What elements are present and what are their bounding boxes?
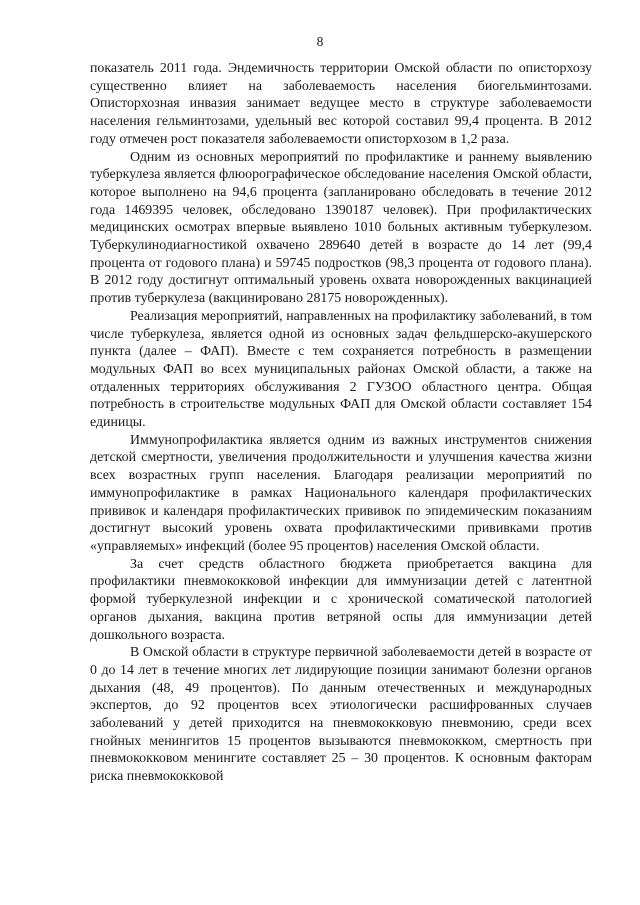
paragraph-regional-vaccine-budget: За счет средств областного бюджета приобретается вакцина для профилактики пневмококковой инфекции для иммунизации детей с латентной формой туберкулезной инфекции и с хронической соматической патологией органов дыхания, вакцина против ветряной оспы для иммунизации детей дошкольного возраста. (90, 556, 592, 643)
paragraph-respiratory-morbidity: В Омской области в структуре первичной заболеваемости детей в возрасте от 0 до 14 лет в течение многих лет лидирующие позиции занимают болезни органов дыхания (48, 49 процентов). По данным отечественных и международных экспертов, до 92 процентов всех этиологически расшифрованных случаев заболеваний у детей приходится на пневмококковую пневмонию, среди всех гнойных менингитов 15 процентов вызываются пневмококком, смертность при пневмококковом менингите составляет 25 – 30 процентов. К основным факторам риска пневмококковой (90, 645, 592, 785)
paragraph-opisthorchiasis: показатель 2011 года. Эндемичность территории Омской области по описторхозу существенно влияет на заболеваемость населения биогельминтозами. Описторхозная инвазия занимает ведущее место в структуре заболеваемости населения гельминтозами, удельный вес которой составил 99,4 процента. В 2012 году отмечен рост показателя заболеваемости описторхозом в 1,2 раза. (90, 61, 592, 147)
page-number: 8 (316, 34, 324, 49)
paragraph-tuberculosis-screening: Одним из основных мероприятий по профилактике и раннему выявлению туберкулеза является флюорографическое обследование населения Омской области, которое выполнено на 94,6 процента (запланировано обследовать в течение 2012 года 1469395 человек, обследовано 1390187 человек). При профилактических медицинских осмотрах впервые выявлено 1010 больных активным туберкулезом. Туберкулинодиагностикой охвачено 289640 детей в возрасте до 14 лет (99,4 процента от годового плана) и 59745 подростков (98,3 процента от годового плана). В 2012 году достигнут оптимальный уровень охвата новорожденных вакцинацией против туберкулеза (вакцинировано 28175 новорожденных). (90, 149, 592, 307)
document-body (90, 60, 592, 786)
paragraph-fap-modules: Реализация мероприятий, направленных на профилактику заболеваний, в том числе туберкулеза, является одной из основных задач фельдшерско-акушерского пункта (далее – ФАП). Вместе с тем сохраняется потребность в размещении модульных ФАП во всех муниципальных районах Омской области, а также на отдаленных территориях обслуживания 2 ГУЗОО областного центра. Общая потребность в строительстве модульных ФАП для Омской области составляет 154 единицы. (90, 308, 592, 431)
paragraph-immunoprophylaxis: Иммунопрофилактика является одним из важных инструментов снижения детской смертности, увеличения продолжительности и улучшения качества жизни всех возрастных групп населения. Благодаря реализации мероприятий по иммунопрофилактике в рамках Национального календаря профилактических прививок и календаря профилактических прививок по эпидемическим показаниям достигнут высокий уровень охвата профилактическими прививками против «управляемых» инфекций (более 95 процентов) населения Омской области. (90, 432, 592, 554)
